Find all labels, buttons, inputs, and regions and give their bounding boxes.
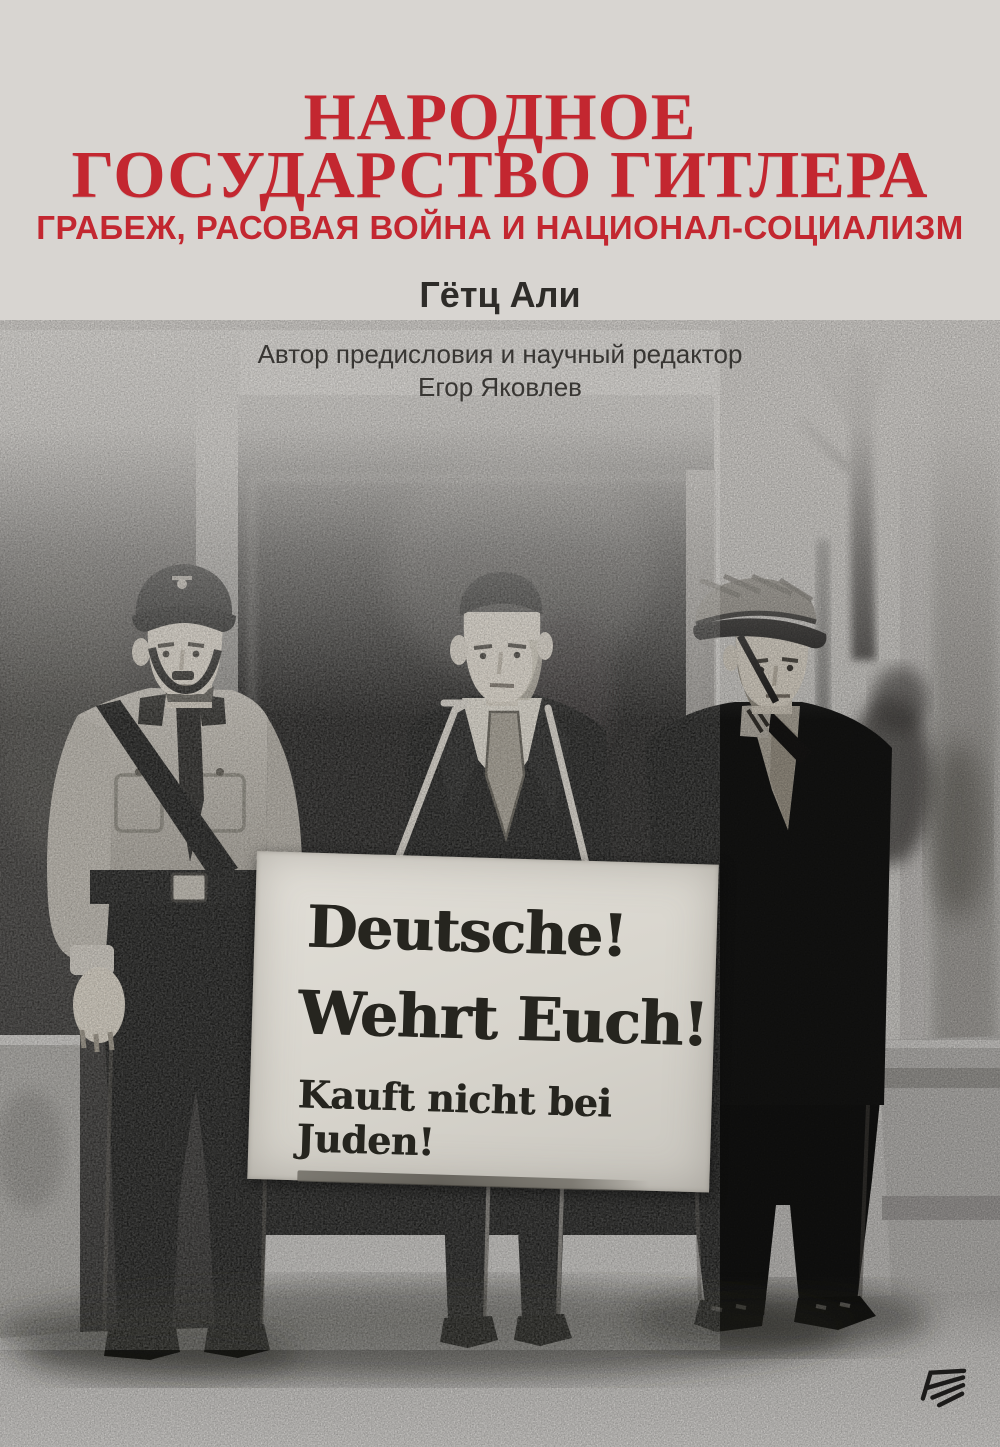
sign-line3: Kauft nicht bei Juden! — [295, 1071, 613, 1165]
editor-note-line1: Автор предисловия и научный редактор — [257, 339, 743, 369]
book-title-line1: НАРОДНОЕ — [303, 80, 697, 154]
sign-line1: Deutsche! — [305, 892, 628, 970]
piter-flag-logo — [918, 1366, 968, 1410]
author-name: Гётц Али — [419, 274, 581, 315]
book-title-line2: ГОСУДАРСТВО ГИТЛЕРА — [71, 138, 929, 212]
book-subtitle: ГРАБЕЖ, РАСОВАЯ ВОЙНА И НАЦИОНАЛ-СОЦИАЛИЗМ — [36, 209, 964, 246]
sign-line2: Wehrt Euch! — [297, 978, 709, 1061]
editor-note — [0, 338, 1000, 404]
editor-note-line2: Егор Яковлев — [418, 372, 582, 402]
protest-sign — [247, 851, 719, 1193]
